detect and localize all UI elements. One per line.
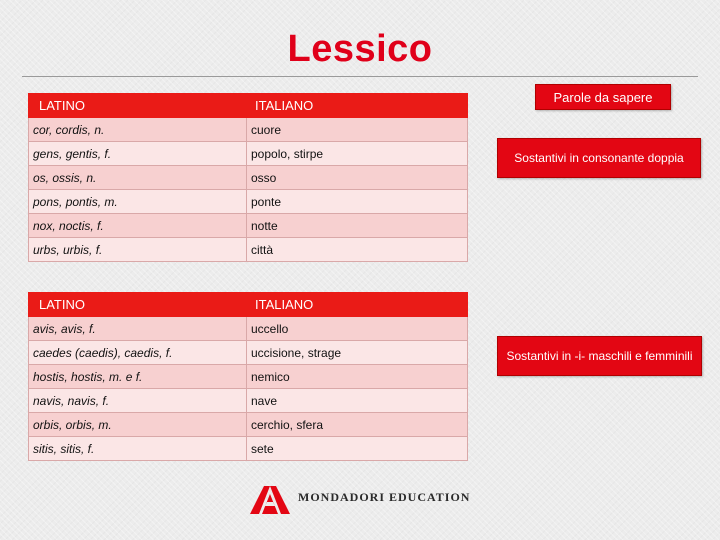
italian-cell: uccello [247,317,468,341]
page-title: Lessico [287,28,433,70]
latin-cell: pons, pontis, m. [29,190,247,214]
table-header-row [29,293,468,317]
column-header-latino: LATINO [29,293,247,317]
table-row [29,317,468,341]
parole-da-sapere-label: Parole da sapere [535,84,671,110]
category-note-maschili-femminili: Sostantivi in -i- maschili e femminili [497,336,702,376]
category-note-consonante-doppia: Sostantivi in consonante doppia [497,138,701,178]
latin-cell: hostis, hostis, m. e f. [29,365,247,389]
latin-cell: sitis, sitis, f. [29,437,247,461]
latin-cell: orbis, orbis, m. [29,413,247,437]
latin-cell: caedes (caedis), caedis, f. [29,341,247,365]
italian-cell: popolo, stirpe [247,142,468,166]
italian-cell: ponte [247,190,468,214]
table-row [29,389,468,413]
italian-cell: nave [247,389,468,413]
latin-cell: avis, avis, f. [29,317,247,341]
italian-cell: città [247,238,468,262]
latin-cell: urbs, urbis, f. [29,238,247,262]
latin-cell: os, ossis, n. [29,166,247,190]
table-row [29,118,468,142]
column-header-latino: LATINO [29,94,247,118]
mondadori-logo-icon [250,480,290,514]
title-divider [22,76,698,77]
column-header-italiano: ITALIANO [247,293,468,317]
vocabulary-table-2 [28,292,468,461]
italian-cell: nemico [247,365,468,389]
table-row [29,238,468,262]
latin-cell: navis, navis, f. [29,389,247,413]
table-row [29,190,468,214]
latin-cell: gens, gentis, f. [29,142,247,166]
italian-cell: notte [247,214,468,238]
table-header-row [29,94,468,118]
latin-cell: nox, noctis, f. [29,214,247,238]
table-row [29,413,468,437]
latin-cell: cor, cordis, n. [29,118,247,142]
publisher-logo [250,480,470,514]
table-row [29,437,468,461]
italian-cell: cuore [247,118,468,142]
logo-text: MONDADORI EDUCATION [298,489,471,504]
table-row [29,341,468,365]
table-row [29,214,468,238]
italian-cell: cerchio, sfera [247,413,468,437]
column-header-italiano: ITALIANO [247,94,468,118]
vocabulary-table-1 [28,93,468,262]
italian-cell: uccisione, strage [247,341,468,365]
table-row [29,365,468,389]
italian-cell: osso [247,166,468,190]
italian-cell: sete [247,437,468,461]
table-row [29,166,468,190]
table-row [29,142,468,166]
